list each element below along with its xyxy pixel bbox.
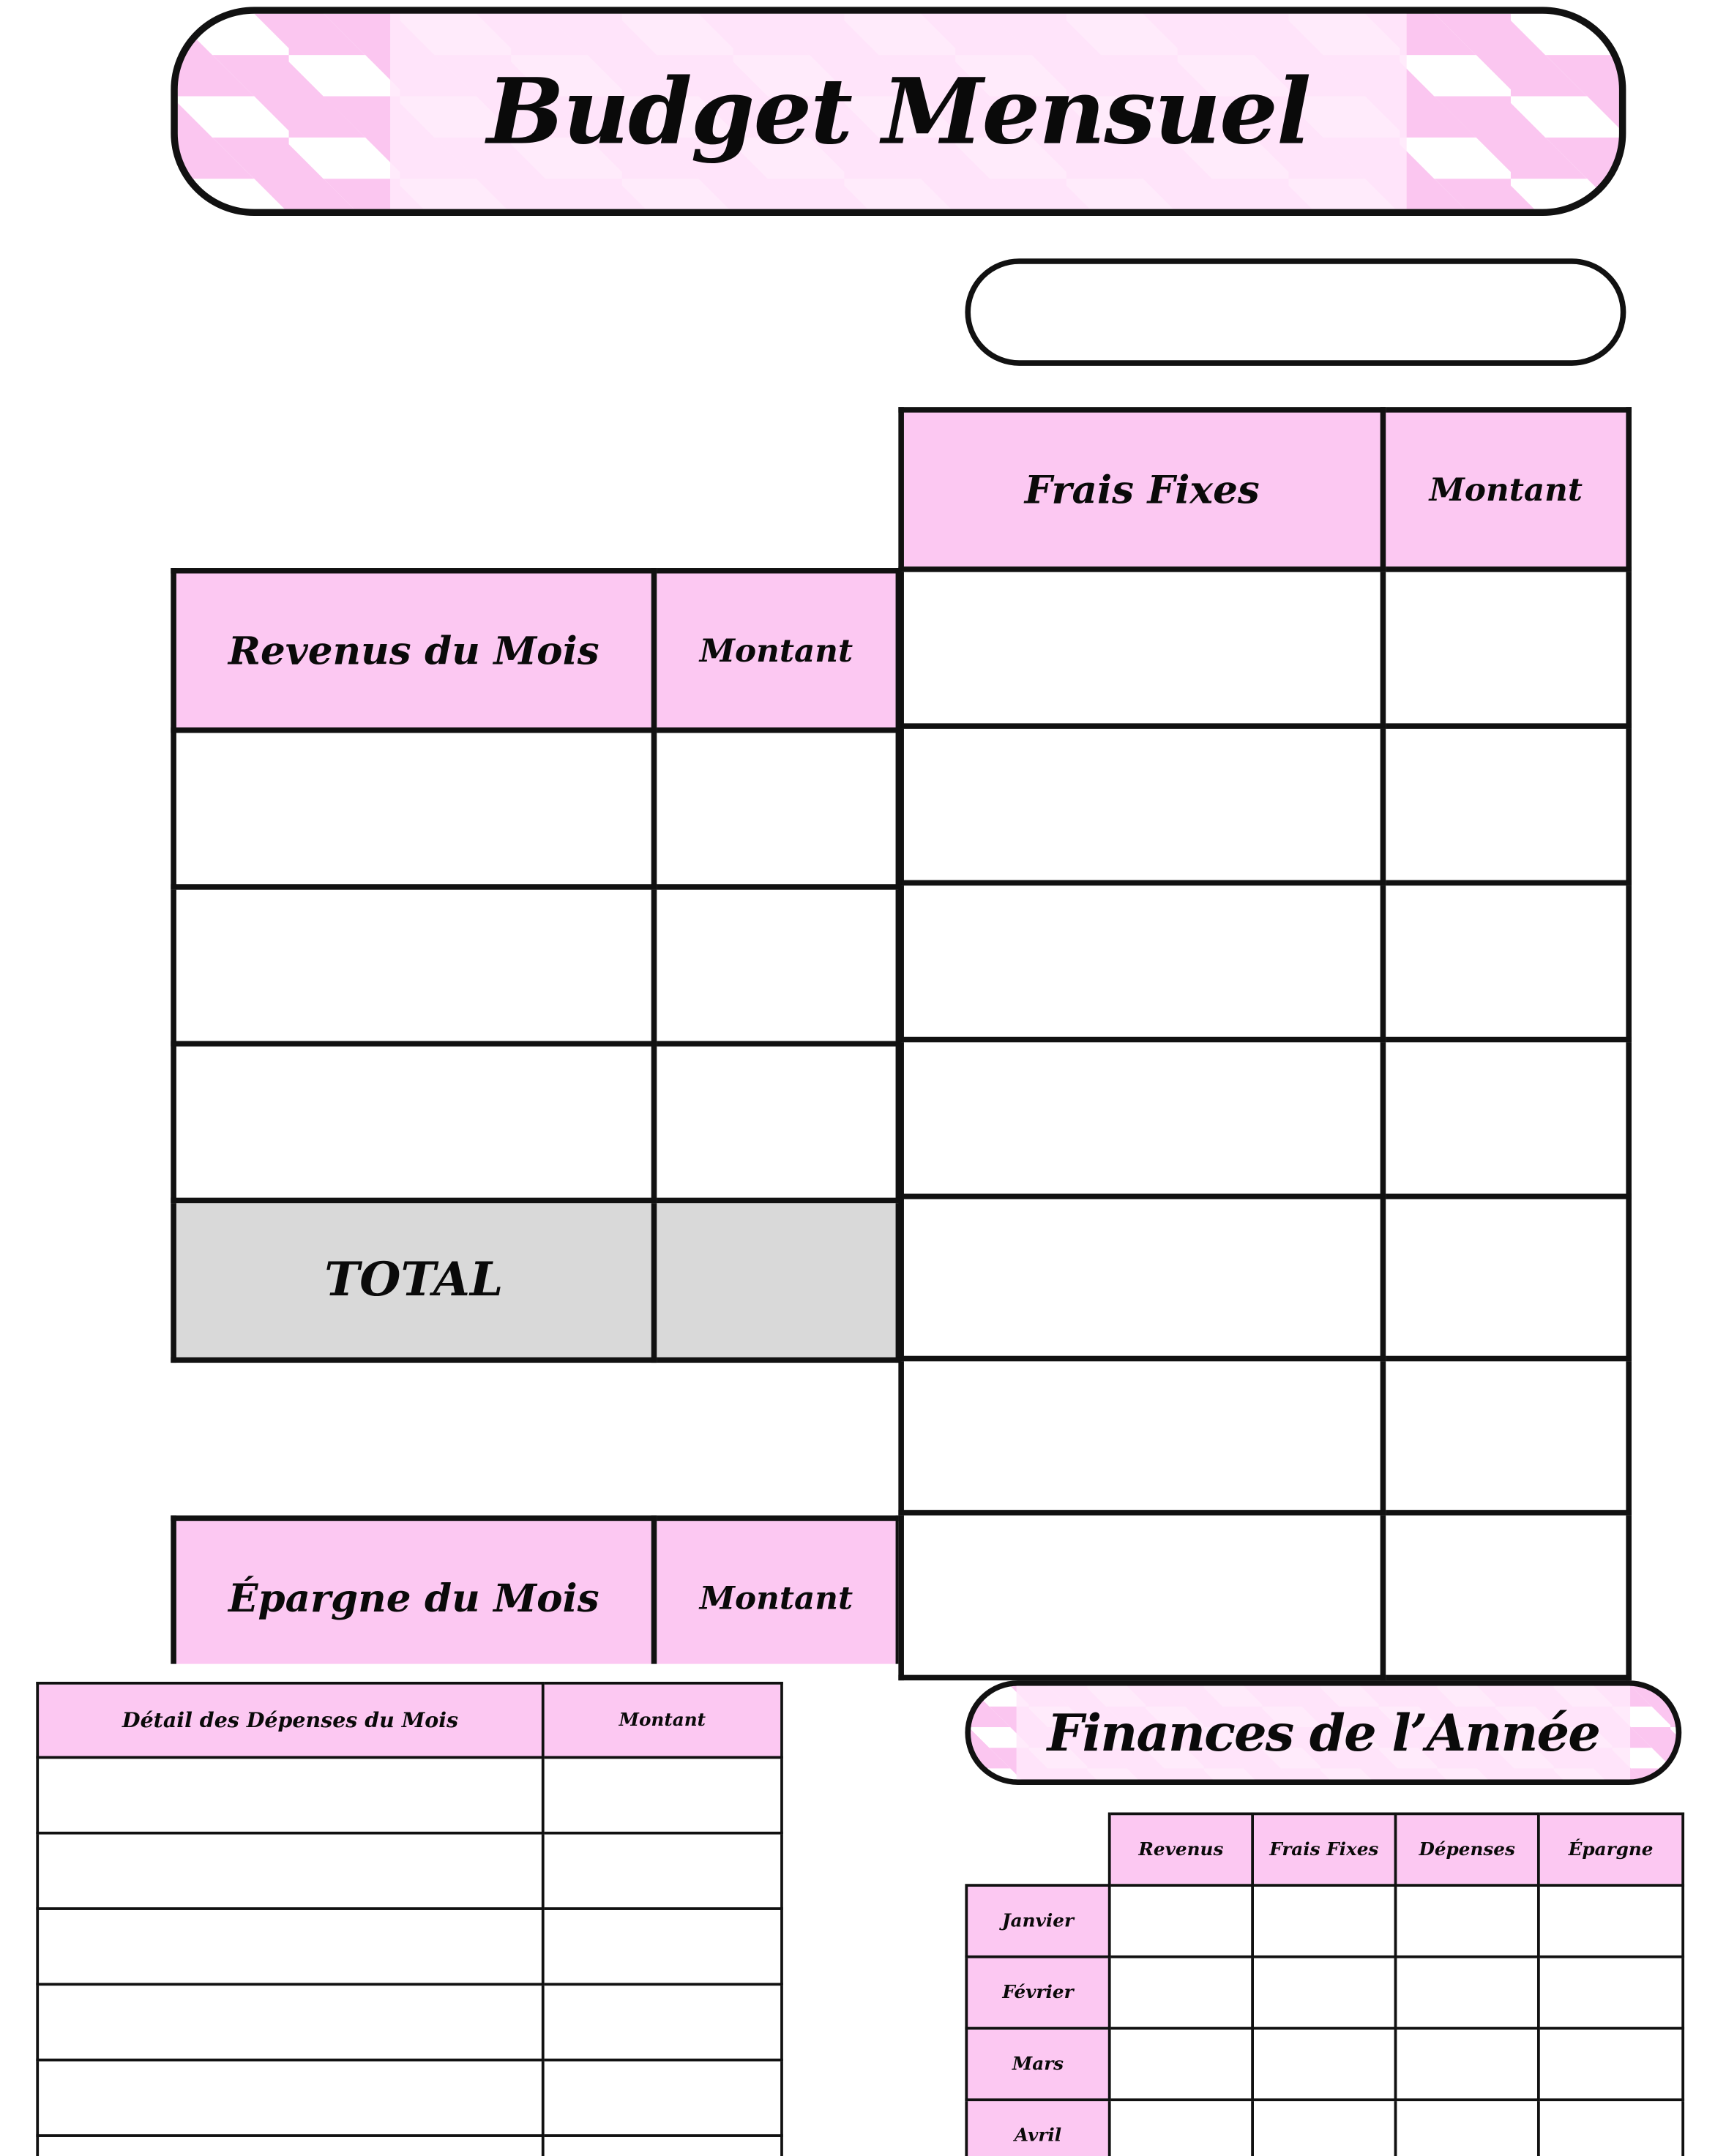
revenus-total-amount[interactable]: [654, 1200, 898, 1360]
epargne-section: [168, 1513, 899, 1664]
depenses-label-cell[interactable]: [37, 2060, 543, 2136]
revenus-montant-header: Montant: [654, 571, 898, 730]
frais-fixes-amount-cell[interactable]: [1383, 883, 1629, 1039]
annee-cell[interactable]: [1539, 2100, 1683, 2156]
revenus-label-cell[interactable]: [173, 887, 654, 1044]
annee-cell[interactable]: [1395, 2029, 1538, 2100]
frais-fixes-header: Frais Fixes: [901, 410, 1383, 569]
annee-cell[interactable]: [1539, 1957, 1683, 2029]
epargne-header: Épargne du Mois: [173, 1518, 654, 1663]
annee-col-frais-fixes: Frais Fixes: [1252, 1813, 1395, 1885]
annee-cell[interactable]: [1395, 2100, 1538, 2156]
frais-fixes-amount-cell[interactable]: [1383, 569, 1629, 726]
annee-cell[interactable]: [1395, 1957, 1538, 2029]
frais-fixes-montant-header: Montant: [1383, 410, 1629, 569]
frais-fixes-amount-cell[interactable]: [1383, 1513, 1629, 1677]
annee-table: [965, 1813, 1684, 2156]
depenses-amount-cell[interactable]: [543, 1757, 782, 1833]
epargne-montant-header: Montant: [654, 1518, 898, 1663]
annee-cell[interactable]: [1539, 1885, 1683, 1957]
depenses-header: Détail des Dépenses du Mois: [37, 1683, 543, 1757]
annee-cell[interactable]: [1395, 1885, 1538, 1957]
annee-cell[interactable]: [1252, 1957, 1395, 2029]
revenus-amount-cell[interactable]: [654, 887, 898, 1044]
frais-fixes-label-cell[interactable]: [901, 569, 1383, 726]
annee-cell[interactable]: [1539, 2029, 1683, 2100]
frais-fixes-amount-cell[interactable]: [1383, 1197, 1629, 1359]
annee-row-avril: Avril: [966, 2100, 1109, 2156]
annee-title: Finances de l’Année: [1047, 1702, 1600, 1763]
annee-cell[interactable]: [1110, 1957, 1252, 2029]
annee-cell[interactable]: [1252, 2100, 1395, 2156]
frais-fixes-table: [898, 407, 1632, 1680]
revenus-label-cell[interactable]: [173, 1044, 654, 1200]
frais-fixes-label-cell[interactable]: [901, 1040, 1383, 1197]
depenses-label-cell[interactable]: [37, 1833, 543, 1909]
depenses-montant-header: Montant: [543, 1683, 782, 1757]
annee-cell[interactable]: [1110, 2029, 1252, 2100]
annee-banner: [965, 1680, 1681, 1785]
revenus-amount-cell[interactable]: [654, 1044, 898, 1200]
frais-fixes-label-cell[interactable]: [901, 726, 1383, 883]
revenus-amount-cell[interactable]: [654, 730, 898, 887]
depenses-amount-cell[interactable]: [543, 1984, 782, 2059]
annee-row-mars: Mars: [966, 2029, 1109, 2100]
revenus-label-cell[interactable]: [173, 730, 654, 887]
depenses-section: [34, 1679, 783, 2156]
annee-cell[interactable]: [1252, 1885, 1395, 1957]
frais-fixes-label-cell[interactable]: [901, 1197, 1383, 1359]
depenses-amount-cell[interactable]: [543, 1909, 782, 1984]
revenus-total-label: TOTAL: [173, 1200, 654, 1360]
annee-corner: [966, 1813, 1109, 1885]
depenses-label-cell[interactable]: [37, 1757, 543, 1833]
depenses-label-cell[interactable]: [37, 1909, 543, 1984]
depenses-label-cell[interactable]: [37, 2136, 543, 2156]
annee-cell[interactable]: [1252, 2029, 1395, 2100]
frais-fixes-amount-cell[interactable]: [1383, 1358, 1629, 1512]
frais-fixes-label-cell[interactable]: [901, 883, 1383, 1039]
annee-cell[interactable]: [1110, 1885, 1252, 1957]
page-title: Budget Mensuel: [487, 57, 1310, 165]
frais-fixes-label-cell[interactable]: [901, 1358, 1383, 1512]
annee-row-fevrier: Février: [966, 1957, 1109, 2029]
depenses-label-cell[interactable]: [37, 1984, 543, 2059]
frais-fixes-amount-cell[interactable]: [1383, 1040, 1629, 1197]
revenus-header: Revenus du Mois: [173, 571, 654, 730]
depenses-table: [36, 1682, 783, 2156]
annee-col-depenses: Dépenses: [1395, 1813, 1538, 1885]
frais-fixes-amount-cell[interactable]: [1383, 726, 1629, 883]
revenus-table: [171, 568, 901, 1363]
epargne-table: [171, 1516, 898, 1664]
annee-cell[interactable]: [1110, 2100, 1252, 2156]
annee-section: [961, 1810, 1686, 2156]
depenses-amount-cell[interactable]: [543, 2060, 782, 2136]
month-name-field[interactable]: [965, 258, 1626, 366]
frais-fixes-label-cell[interactable]: [901, 1513, 1383, 1677]
title-banner: [171, 7, 1626, 216]
annee-col-revenus: Revenus: [1110, 1813, 1252, 1885]
annee-row-janvier: Janvier: [966, 1885, 1109, 1957]
depenses-amount-cell[interactable]: [543, 2136, 782, 2156]
annee-col-epargne: Épargne: [1539, 1813, 1683, 1885]
depenses-amount-cell[interactable]: [543, 1833, 782, 1909]
